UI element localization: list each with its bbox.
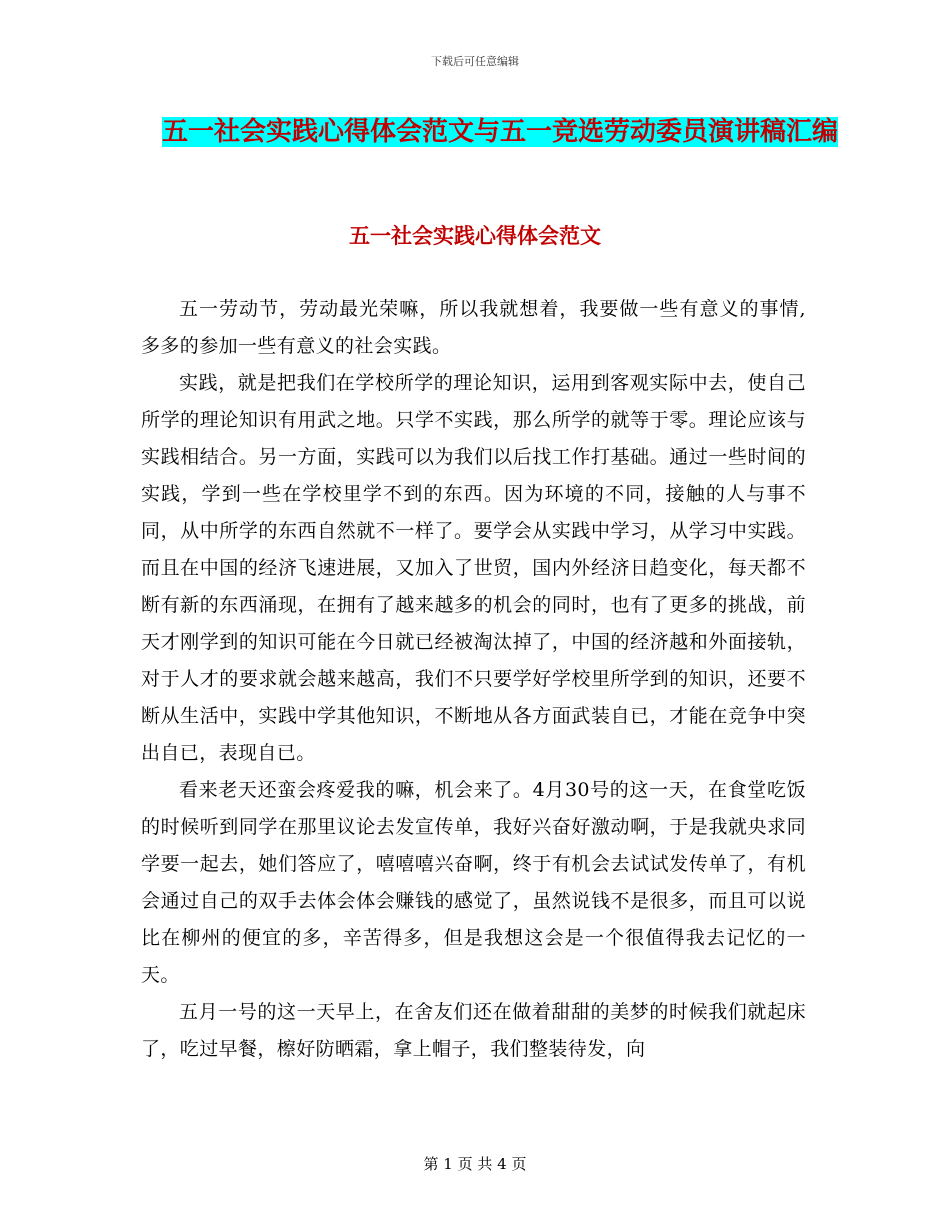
section-title: 五一社会实践心得体会范文	[349, 224, 601, 248]
paragraph: 五月一号的这一天早上，在舍友们还在做着甜甜的美梦的时候我们就起床了，吃过早餐，檫好防晒霜，拿上帽子，我们整装待发，向	[141, 1001, 806, 1060]
header-note: 下载后可任意编辑	[431, 55, 519, 68]
title-highlight: 五一社会实践心得体会范文与五一竞选劳动委员演讲稿汇编	[161, 117, 838, 147]
page-footer: 第 1 页 共 4 页	[423, 1155, 527, 1173]
paragraph: 五一劳动节，劳动最光荣嘛，所以我就想着，我要做一些有意义的事情,多多的参加一些有意义的社会实践。	[141, 298, 806, 357]
paragraph: 看来老天还蛮会疼爱我的嘛，机会来了。4月30号的这一天，在食堂吃饭的时候听到同学在那里议论去发宣传单，我好兴奋好激动啊，于是我就央求同学要一起去，她们答应了，嘻嘻嘻兴奋啊，终于有机会去试试发传单了，有机会通过自己的双手去体会体会赚钱的感觉了，虽然说钱不是很多，而且可以说比在柳州的便宜的多，辛苦得多，但是我想这会是一个很值得我去记忆的一天。	[141, 779, 806, 986]
document-body	[141, 291, 806, 1068]
paragraph: 实践，就是把我们在学校所学的理论知识，运用到客观实际中去，使自己所学的理论知识有用武之地。只学不实践，那么所学的就等于零。理论应该与实践相结合。另一方面，实践可以为我们以后找工作打基础。通过一些时间的实践，学到一些在学校里学不到的东西。因为环境的不同，接触的人与事不同，从中所学的东西自然就不一样了。要学会从实践中学习，从学习中实践。而且在中国的经济飞速进展，又加入了世贸，国内外经济日趋变化，每天都不断有新的东西涌现，在拥有了越来越多的机会的同时，也有了更多的挑战，前天才刚学到的知识可能在今日就已经被淘汰掉了，中国的经济越和外面接轨，对于人才的要求就会越来越高，我们不只要学好学校里所学到的知识，还要不断从生活中，实践中学其他知识，不断地从各方面武装自已，才能在竞争中突出自已，表现自已。	[141, 372, 806, 764]
document-title	[150, 108, 850, 157]
